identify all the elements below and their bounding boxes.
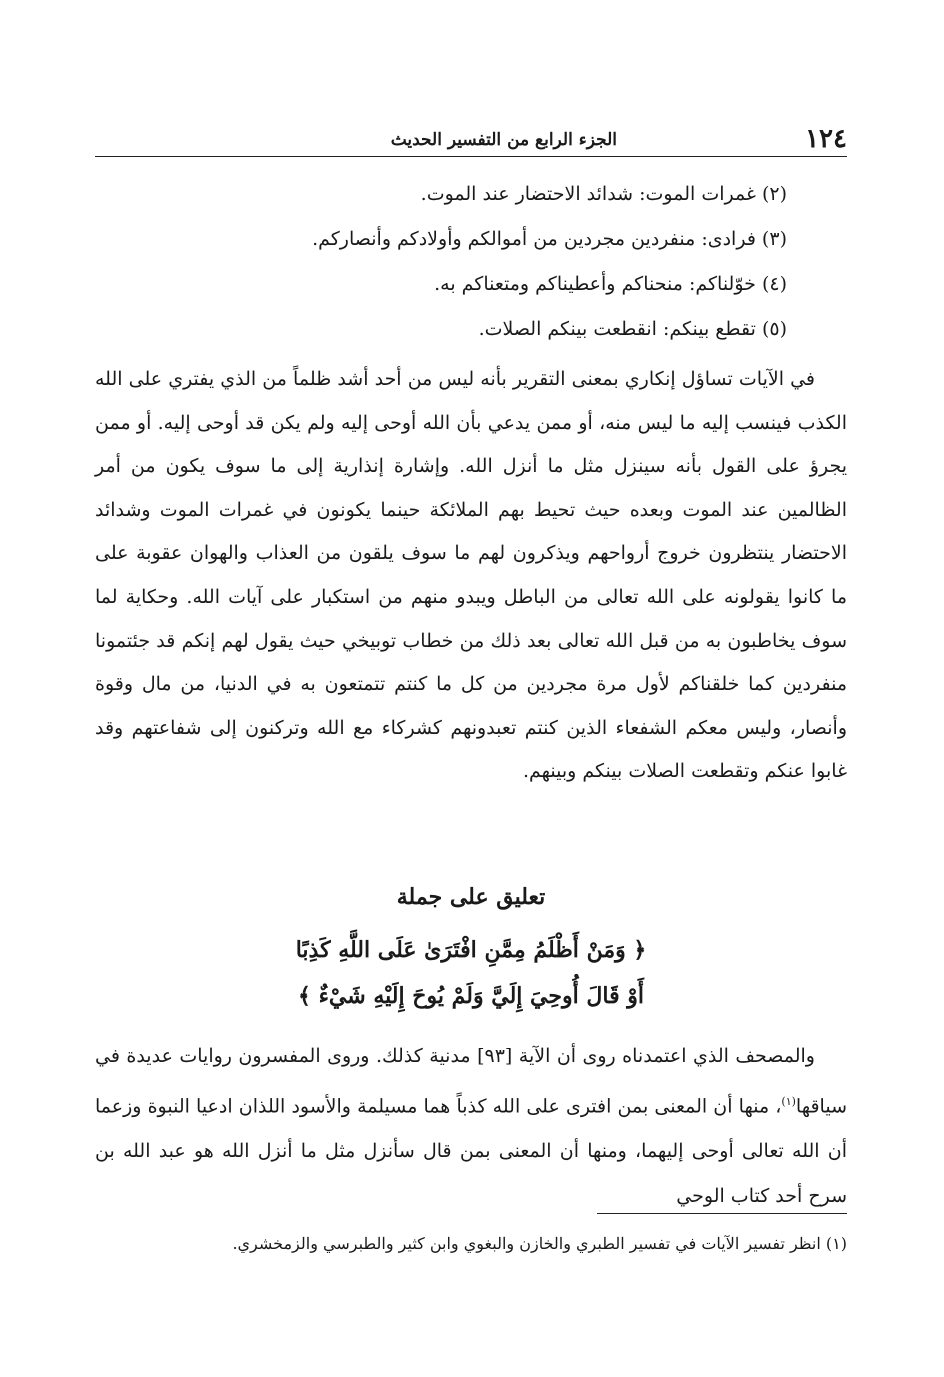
glossary-list bbox=[95, 172, 787, 352]
glossary-item: (٢) غمرات الموت: شدائد الاحتضار عند الموت. bbox=[420, 183, 787, 205]
glossary-item: (٣) فرادى: منفردين مجردين من أموالكم وأولادكم وأنصاركم. bbox=[312, 228, 787, 250]
verse-line-2 bbox=[95, 973, 847, 1019]
running-title: الجزء الرابع من التفسير الحديث bbox=[390, 130, 617, 150]
running-header bbox=[95, 112, 847, 157]
verse-open-brace: ﴿ bbox=[633, 937, 647, 963]
glossary-item: (٤) خوّلناكم: منحناكم وأعطيناكم ومتعناكم به. bbox=[434, 273, 787, 295]
paragraph-2-text-a: والمصحف الذي اعتمدناه روى أن الآية [٩٣] مدنية كذلك. وروى المفسرون روايات عديدة في سياقها bbox=[95, 1045, 847, 1118]
quran-verse bbox=[95, 927, 847, 1019]
verse-text-1: وَمَنْ أَظْلَمُ مِمَّنِ افْتَرَىٰ عَلَى اللَّهِ كَذِبًا bbox=[295, 937, 626, 963]
verse-line-1 bbox=[95, 927, 847, 973]
verse-close-brace: ﴾ bbox=[298, 983, 311, 1009]
footnote-divider bbox=[597, 1213, 847, 1214]
section-heading: تعليق على جملة bbox=[396, 884, 546, 910]
glossary-item: (٥) تقطع بينكم: انقطعت بينكم الصلات. bbox=[478, 318, 787, 340]
book-page bbox=[95, 112, 847, 1312]
page-number: ١٢٤ bbox=[805, 124, 847, 154]
body-paragraph-2 bbox=[95, 1034, 847, 1219]
footnote: (١) انظر تفسير الآيات في تفسير الطبري والخازن والبغوي وابن كثير والطبرسي والزمخشري. bbox=[232, 1234, 847, 1253]
footnote-reference[interactable]: (١) bbox=[781, 1095, 796, 1108]
paragraph-2-text-b: ، منها أن المعنى بمن افترى على الله كذباً هما مسيلمة والأسود اللذان ادعيا النبوة وزعما أن الله تعالى أوحى إليهما، ومنها أن المعنى بمن قال سأنزل مثل ما أنزل الله هو عبد الله بن سرح أحد كتاب الوحي bbox=[95, 1095, 847, 1208]
body-paragraph-1: في الآيات تساؤل إنكاري بمعنى التقرير بأنه ليس من أحد أشد ظلماً من الذي يفتري على الله الكذب فينسب إليه ما ليس منه، أو ممن يدعي بأن الله أوحى إليه ولم يكن قد أوحى إليه. أو ممن يجرؤ على القول بأنه سينزل مثل ما أنزل الله. وإشارة إنذارية إلى ما سوف يكون من أمر الظالمين عند الموت وبعده حيث تحيط بهم الملائكة حينما يكونون في غمرات الموت وشدائد الاحتضار ينتظرون خروج أرواحهم ويذكرون لهم ما سوف يلقون من العذاب والهوان عقوبة على ما كانوا يقولونه على الله تعالى من الباطل ويبدو منهم من استكبار على آيات الله. وحكاية لما سوف يخاطبون به من قبل الله تعالى بعد ذلك من خطاب توبيخي حيث يقول لهم إنكم قد جئتمونا منفردين كما خلقناكم لأول مرة مجردين من كل ما كنتم تتمتعون به في الدنيا، من مال وقوة وأنصار، وليس معكم الشفعاء الذين كنتم تعبدونهم كشركاء مع الله وتركنون إلى شفاعتهم وقد غابوا عنكم وتقطعت الصلات بينكم وبينهم. bbox=[95, 368, 847, 783]
verse-text-2: أَوْ قَالَ أُوحِيَ إِلَيَّ وَلَمْ يُوحَ إِلَيْهِ شَيْءٌ bbox=[318, 983, 644, 1009]
